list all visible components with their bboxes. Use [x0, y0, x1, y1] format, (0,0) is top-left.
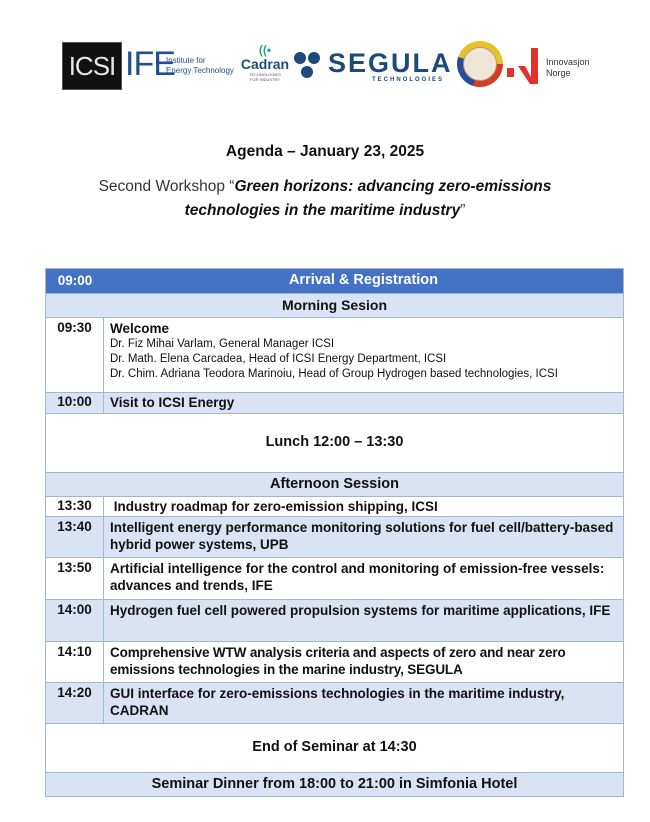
- talk-time: 14:20: [46, 683, 104, 723]
- visit-time: 10:00: [46, 393, 104, 413]
- arrival-title: Arrival & Registration: [288, 272, 439, 288]
- afternoon-session-label: Afternoon Session: [270, 476, 399, 492]
- visit-row: [46, 392, 623, 413]
- innovasjon-line-1: Innovasjon: [546, 57, 590, 67]
- arrival-row: [46, 269, 623, 293]
- speaker-1: Dr. Fiz Mihai Varlam, General Manager ICSI: [110, 338, 335, 350]
- talk-row: [46, 496, 623, 516]
- cadran-signal-icon: ((•: [258, 43, 272, 57]
- cadran-sub-2: FOR INDUSTRY: [250, 77, 280, 82]
- ife-logo-subtitle: [166, 56, 234, 76]
- arrival-time: 09:00: [57, 273, 93, 288]
- ife-logo: IFE: [125, 45, 175, 83]
- seal-center: [463, 47, 497, 81]
- innovasjon-norge-mark-icon: [505, 44, 541, 86]
- morning-session-row: [46, 293, 623, 317]
- talk-title: Comprehensive WTW analysis criteria and aspects of zero and near zero emissions technologies in the marine industry, SEGULA: [110, 645, 566, 677]
- subtitle-suffix: ”: [460, 202, 466, 219]
- cadran-name: Cadran: [240, 56, 290, 72]
- talk-time: 13:50: [46, 558, 104, 599]
- subtitle-prefix: Second Workshop “: [98, 178, 235, 195]
- subtitle-italic: Green horizons: advancing zero-emissions technologies in the maritime industry: [184, 178, 552, 219]
- talk-row: [46, 641, 623, 682]
- talk-title: Hydrogen fuel cell powered propulsion systems for maritime applications, IFE: [110, 603, 611, 618]
- welcome-title: Welcome: [110, 321, 170, 336]
- end-label: End of Seminar at 14:30: [252, 739, 417, 755]
- morning-session-label: Morning Sesion: [282, 297, 387, 313]
- cadran-sub-1: TECHNOLOGIES: [249, 72, 281, 77]
- lunch-row: [46, 413, 623, 472]
- ife-sub-line-1: Institute for: [166, 56, 206, 65]
- innovasjon-line-2: Norge: [546, 68, 571, 78]
- icsi-logo: ICSI: [62, 42, 122, 90]
- agenda-table: [45, 268, 624, 797]
- speaker-3: Dr. Chim. Adriana Teodora Marinoiu, Head of Group Hydrogen based technologies, ICSI: [110, 368, 558, 380]
- agenda-title: Agenda – January 23, 2025: [225, 143, 425, 160]
- afternoon-session-row: [46, 472, 623, 496]
- dinner-label: Seminar Dinner from 18:00 to 21:00 in Simfonia Hotel: [151, 776, 518, 792]
- visit-title: Visit to ICSI Energy: [110, 395, 235, 410]
- welcome-row: [46, 317, 623, 392]
- talk-title: Intelligent energy performance monitoring solutions for fuel cell/battery-based hybrid power systems, UPB: [110, 520, 614, 552]
- segula-dots-icon: [294, 50, 328, 82]
- segula-logo: SEGULA: [328, 48, 453, 78]
- partner-logos: [0, 0, 650, 110]
- segula-logo-subtitle: TECHNOLOGIES: [372, 77, 445, 83]
- talk-title: Artificial intelligence for the control and monitoring of emission-free vessels: advances and trends, IFE: [110, 561, 605, 593]
- welcome-time: 09:30: [46, 318, 104, 392]
- talk-row: [46, 516, 623, 557]
- speaker-2: Dr. Math. Elena Carcadea, Head of ICSI Energy Department, ICSI: [110, 353, 447, 365]
- cadran-logo: [240, 44, 290, 82]
- talk-row: [46, 682, 623, 723]
- talk-row: [46, 557, 623, 599]
- talk-time: 14:00: [46, 600, 104, 641]
- ife-sub-line-2: Energy Technology: [166, 66, 234, 75]
- workshop-subtitle: [60, 175, 590, 223]
- talk-row: [46, 599, 623, 641]
- talk-time: 13:40: [46, 517, 104, 557]
- talk-title: GUI interface for zero-emissions technologies in the maritime industry, CADRAN: [110, 686, 565, 718]
- welcome-content: [104, 318, 623, 392]
- talk-time: 13:30: [46, 497, 104, 516]
- innovasjon-norge-logo: [546, 57, 590, 79]
- dinner-row: [46, 772, 623, 796]
- university-seal-icon: [457, 41, 503, 87]
- lunch-label: Lunch 12:00 – 13:30: [265, 434, 404, 450]
- talk-title: Industry roadmap for zero-emission shipping, ICSI: [110, 499, 438, 514]
- talk-time: 14:10: [46, 642, 104, 682]
- end-row: [46, 723, 623, 772]
